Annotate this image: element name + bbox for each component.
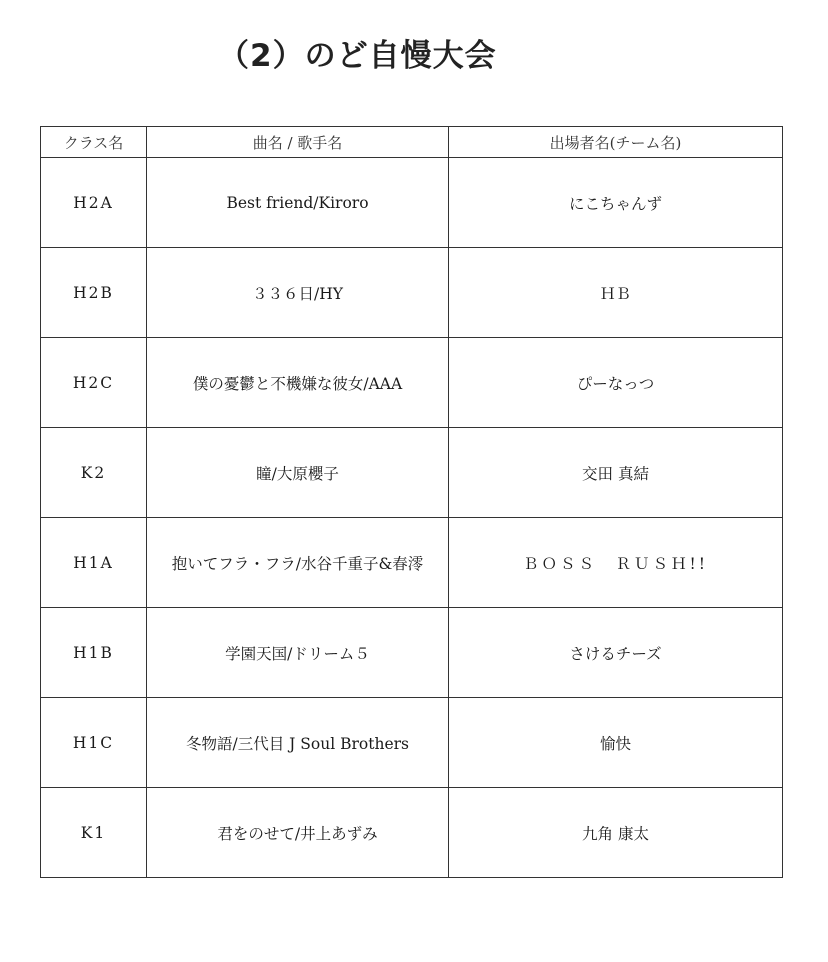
song-cell: 抱いてフラ・フラ/水谷千重子&春澪 (147, 518, 449, 608)
performer-cell: ＨＢ (449, 248, 783, 338)
class-cell: H1A (41, 518, 147, 608)
table-row (41, 158, 783, 248)
page-title: （2）のど自慢大会 (218, 38, 497, 74)
table-row (41, 428, 783, 518)
performer-cell: ＢＯＳＳ ＲＵＳＨ!! (449, 518, 783, 608)
performer-cell: にこちゃんず (449, 158, 783, 248)
performer-cell: 交田 真結 (449, 428, 783, 518)
class-cell: H2C (41, 338, 147, 428)
song-cell: 冬物語/三代目 J Soul Brothers (147, 698, 449, 788)
contest-table (40, 126, 783, 878)
song-cell: 学園天国/ドリーム５ (147, 608, 449, 698)
table-row (41, 788, 783, 878)
song-cell: 君をのせて/井上あずみ (147, 788, 449, 878)
table-header-row (41, 127, 783, 158)
class-cell: K2 (41, 428, 147, 518)
header-performer: 出場者名(チーム名) (449, 127, 783, 158)
table-row (41, 698, 783, 788)
class-cell: H2A (41, 158, 147, 248)
song-cell: ３３６日/HY (147, 248, 449, 338)
performer-cell: 愉快 (449, 698, 783, 788)
table-row (41, 608, 783, 698)
song-cell: 僕の憂鬱と不機嫌な彼女/AAA (147, 338, 449, 428)
performer-cell: 九角 康太 (449, 788, 783, 878)
table-row (41, 338, 783, 428)
class-cell: H1C (41, 698, 147, 788)
song-cell: Best friend/Kiroro (147, 158, 449, 248)
table-row (41, 518, 783, 608)
class-cell: K1 (41, 788, 147, 878)
table-row (41, 248, 783, 338)
header-song: 曲名 / 歌手名 (147, 127, 449, 158)
class-cell: H2B (41, 248, 147, 338)
performer-cell: さけるチーズ (449, 608, 783, 698)
song-cell: 瞳/大原櫻子 (147, 428, 449, 518)
header-class: クラス名 (41, 127, 147, 158)
performer-cell: ぴーなっつ (449, 338, 783, 428)
class-cell: H1B (41, 608, 147, 698)
